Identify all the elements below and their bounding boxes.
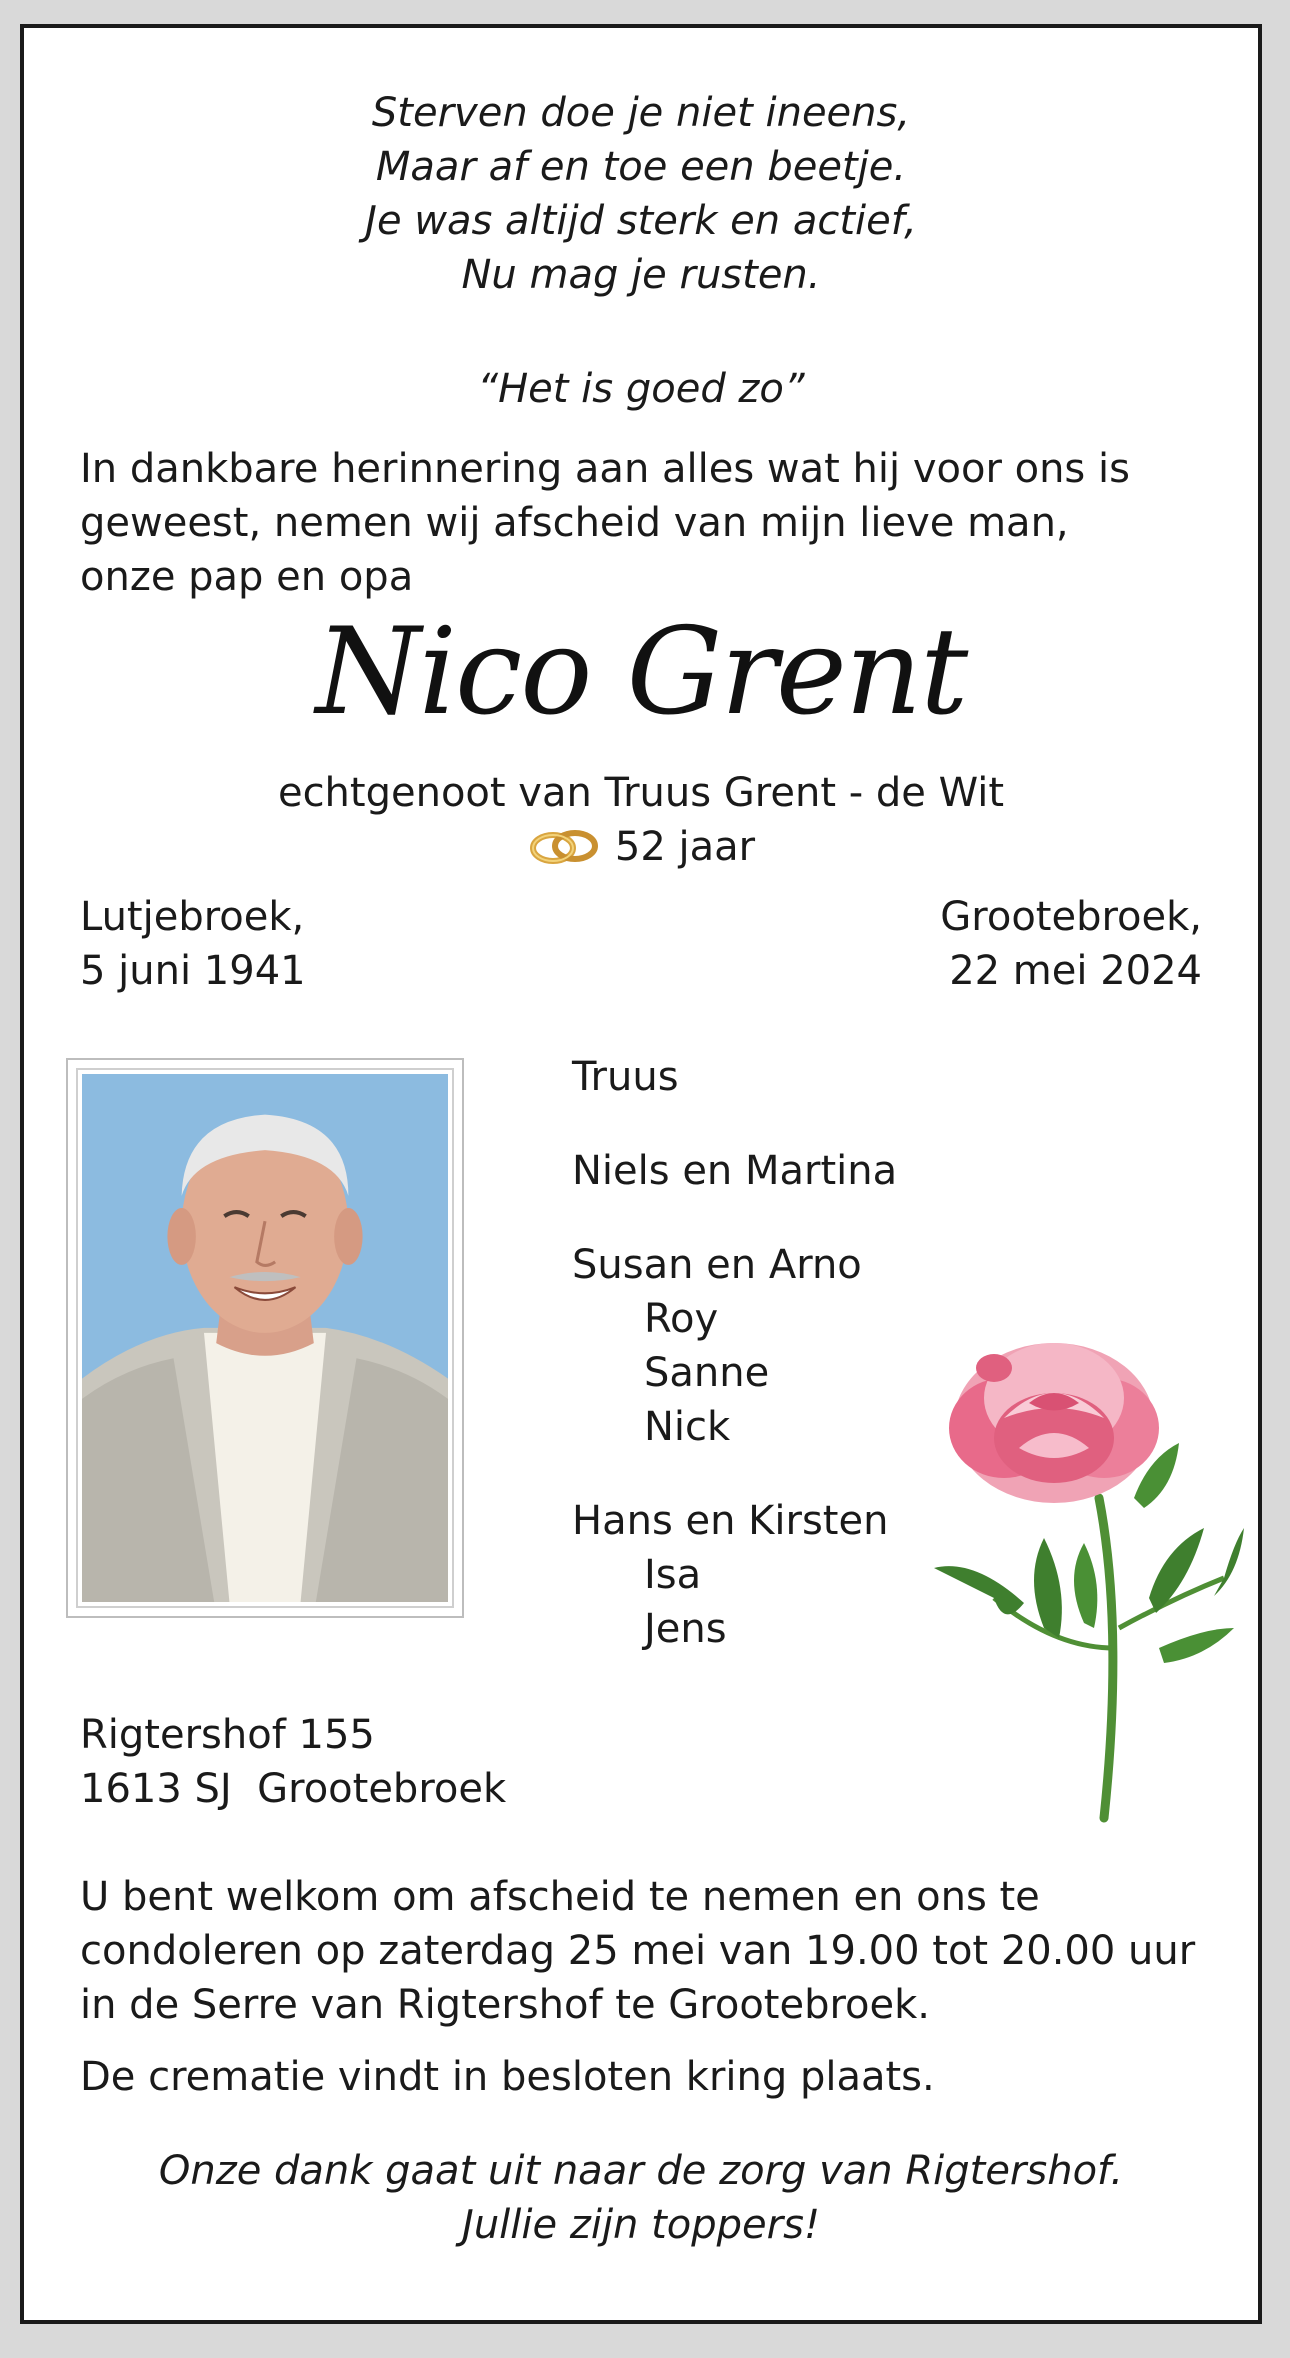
death-info — [940, 890, 1202, 998]
death-date: 22 mei 2024 — [949, 948, 1202, 994]
family-member: Truus — [572, 1054, 679, 1100]
intro-line: onze pap en opa — [80, 554, 414, 600]
marriage-years-text: 52 jaar — [614, 824, 756, 870]
poem-line: Nu mag je rusten. — [461, 252, 821, 298]
birth-info — [80, 890, 306, 998]
marriage-years — [24, 820, 1258, 874]
deceased-name: Nico Grent — [315, 603, 967, 742]
peony-flower-illustration — [934, 1328, 1244, 1828]
cremation-info: De crematie vindt in besloten kring plaats. — [80, 2054, 935, 2100]
thanks-line: Onze dank gaat uit naar de zorg van Rigtershof. — [158, 2148, 1124, 2194]
wedding-rings-icon — [527, 826, 603, 866]
death-place: Grootebroek, — [940, 894, 1202, 940]
motto: “Het is goed zo” — [477, 366, 805, 412]
poem-line: Sterven doe je niet ineens, — [371, 90, 911, 136]
address — [80, 1708, 506, 1816]
grandchild: Isa — [644, 1552, 702, 1598]
grandchild: Sanne — [644, 1350, 770, 1396]
visit-line: U bent welkom om afscheid te nemen en ons te — [80, 1874, 1040, 1920]
obituary-card — [20, 24, 1262, 2324]
visit-line: condoleren op zaterdag 25 mei van 19.00 tot 20.00 uur — [80, 1928, 1196, 1974]
portrait-image — [82, 1074, 448, 1602]
spouse-line: echtgenoot van Truus Grent - de Wit — [277, 770, 1005, 816]
grandchild: Jens — [644, 1606, 727, 1652]
family-member: Susan en Arno — [572, 1242, 862, 1288]
family-member: Hans en Kirsten — [572, 1498, 889, 1544]
intro-text — [80, 442, 1220, 604]
poem-line: Maar af en toe een beetje. — [375, 144, 907, 190]
intro-line: In dankbare herinnering aan alles wat hij voor ons is — [80, 446, 1130, 492]
birth-place: Lutjebroek, — [80, 894, 305, 940]
visit-info — [80, 1870, 1240, 2032]
grandchild: Roy — [644, 1296, 719, 1342]
grandchild: Nick — [644, 1404, 731, 1450]
portrait-photo — [66, 1058, 464, 1618]
family-member: Niels en Martina — [572, 1148, 898, 1194]
intro-line: geweest, nemen wij afscheid van mijn lieve man, — [80, 500, 1069, 546]
birth-date: 5 juni 1941 — [80, 948, 306, 994]
family-list — [572, 1050, 897, 1656]
thanks-text — [24, 2144, 1258, 2252]
poem-line: Je was altijd sterk en actief, — [365, 198, 917, 244]
visit-line: in de Serre van Rigtershof te Grootebroek. — [80, 1982, 930, 2028]
address-city: 1613 SJ Grootebroek — [80, 1766, 507, 1812]
address-street: Rigtershof 155 — [80, 1712, 375, 1758]
thanks-line: Jullie zijn toppers! — [462, 2202, 820, 2248]
portrait-inner-frame — [76, 1068, 454, 1608]
poem — [24, 86, 1258, 302]
